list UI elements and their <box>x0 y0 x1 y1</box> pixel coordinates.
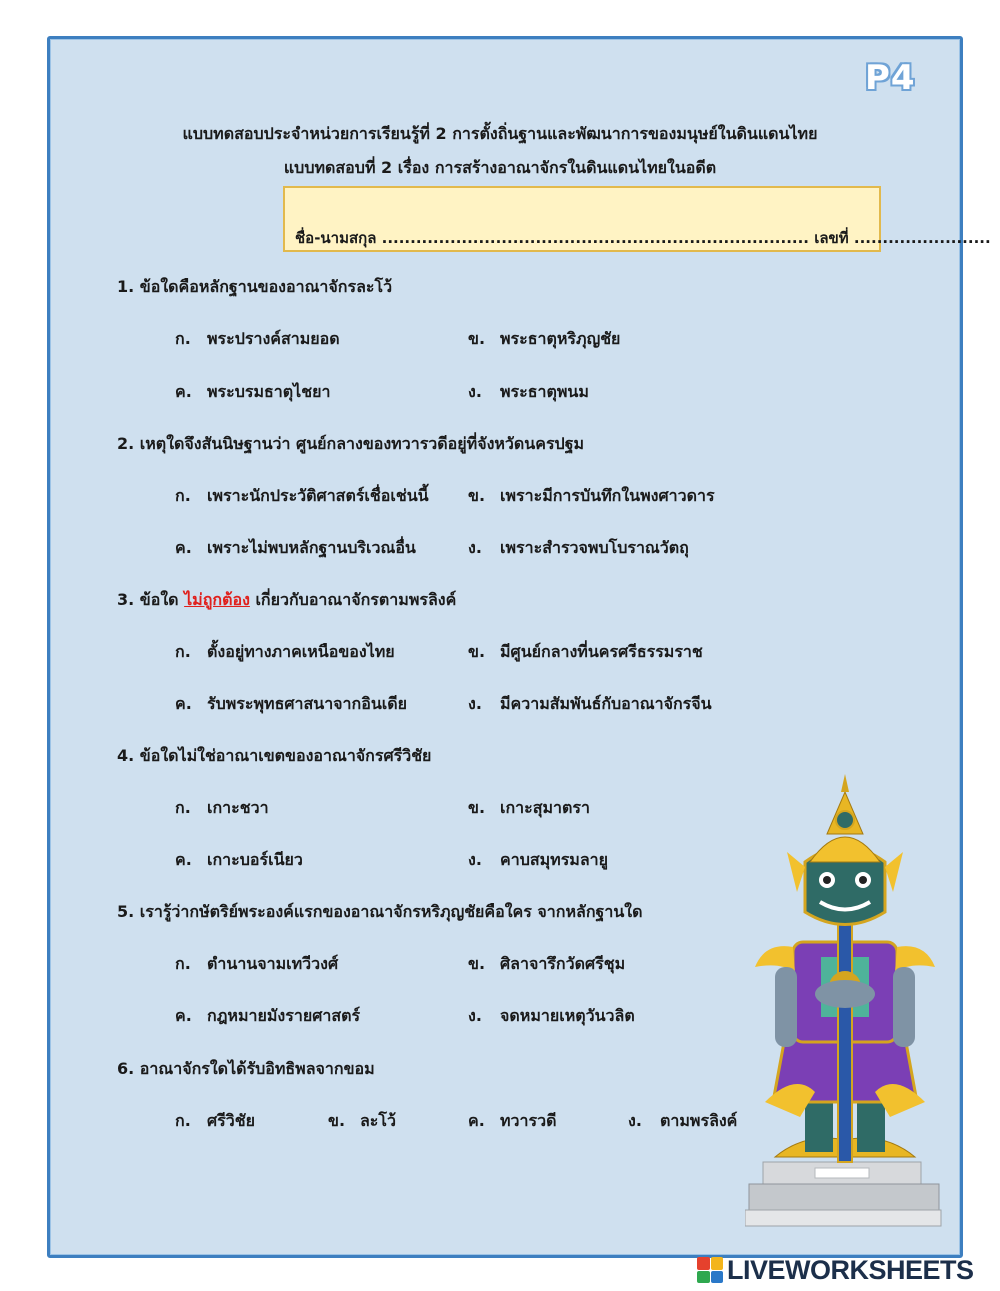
worksheet-subtitle: แบบทดสอบที่ 2 เรื่อง การสร้างอาณาจักรในดินแดนไทยในอดีต <box>283 158 717 177</box>
question-2: 2. เหตุใดจึงสันนิษฐานว่า ศูนย์กลางของทวารวดีอยู่ที่จังหวัดนครปฐม <box>117 434 585 453</box>
option-2a[interactable]: ก. เพราะนักประวัติศาสตร์เชื่อเช่นนี้ <box>175 486 429 505</box>
option-4b[interactable]: ข. เกาะสุมาตรา <box>468 798 590 817</box>
option-5d[interactable]: ง. จดหมายเหตุวันวลิต <box>468 1006 635 1025</box>
option-5b[interactable]: ข. ศิลาจารึกวัดศรีชุม <box>468 954 626 973</box>
brand-name: LIVEWORKSHEETS <box>727 1254 974 1285</box>
option-6d[interactable]: ง. ตามพรลิงค์ <box>628 1111 738 1130</box>
option-5a[interactable]: ก. ตำนานจามเทวีวงศ์ <box>175 954 339 973</box>
option-3d[interactable]: ง. มีความสัมพันธ์กับอาณาจักรจีน <box>468 694 712 713</box>
worksheet-title: แบบทดสอบประจำหน่วยการเรียนรู้ที่ 2 การตั้งถิ่นฐานและพัฒนาการของมนุษย์ในดินแดนไทย <box>182 124 818 143</box>
option-3c[interactable]: ค. รับพระพุทธศาสนาจากอินเดีย <box>175 694 407 713</box>
liveworksheets-logo <box>697 1252 974 1288</box>
option-2c[interactable]: ค. เพราะไม่พบหลักฐานบริเวณอื่น <box>175 538 416 557</box>
highlight-not-correct: ไม่ถูกต้อง <box>184 590 250 609</box>
logo-squares-icon <box>697 1257 723 1283</box>
option-1c[interactable]: ค. พระบรมธาตุไชยา <box>175 382 331 401</box>
name-field[interactable]: ชื่อ-นามสกุล ........................................................................... เลขที่ ........................ <box>295 229 991 247</box>
option-4d[interactable]: ง. คาบสมุทรมลายู <box>468 850 609 869</box>
option-6b[interactable]: ข. ละโว้ <box>328 1111 396 1130</box>
option-6a[interactable]: ก. ศรีวิชัย <box>175 1111 255 1130</box>
option-1a[interactable]: ก. พระปรางค์สามยอด <box>175 329 340 348</box>
question-1: 1. ข้อใดคือหลักฐานของอาณาจักรละโว้ <box>117 277 393 296</box>
option-4c[interactable]: ค. เกาะบอร์เนียว <box>175 850 303 869</box>
level-badge: P4 <box>865 58 916 98</box>
option-1d[interactable]: ง. พระธาตุพนม <box>468 382 589 401</box>
question-6: 6. อาณาจักรใดได้รับอิทธิพลจากขอม <box>117 1059 375 1078</box>
option-3a[interactable]: ก. ตั้งอยู่ทางภาคเหนือของไทย <box>175 642 395 661</box>
option-5c[interactable]: ค. กฎหมายมังรายศาสตร์ <box>175 1006 361 1025</box>
name-box <box>283 186 991 252</box>
option-2b[interactable]: ข. เพราะมีการบันทึกในพงศาวดาร <box>468 486 715 505</box>
temple-giant-illustration <box>745 772 945 1242</box>
option-4a[interactable]: ก. เกาะชวา <box>175 798 269 817</box>
question-4: 4. ข้อใดไม่ใช่อาณาเขตของอาณาจักรศรีวิชัย <box>117 746 432 765</box>
option-3b[interactable]: ข. มีศูนย์กลางที่นครศรีธรรมราช <box>468 642 703 661</box>
question-3: 3. ข้อใด ไม่ถูกต้อง เกี่ยวกับอาณาจักรตามพรลิงค์ <box>117 590 457 609</box>
question-5: 5. เรารู้ว่ากษัตริย์พระองค์แรกของอาณาจักรหริภุญชัยคือใคร จากหลักฐานใด <box>117 902 643 921</box>
option-1b[interactable]: ข. พระธาตุหริภุญชัย <box>468 329 621 348</box>
option-6c[interactable]: ค. ทวารวดี <box>468 1111 557 1130</box>
option-2d[interactable]: ง. เพราะสำรวจพบโบราณวัตถุ <box>468 538 689 557</box>
